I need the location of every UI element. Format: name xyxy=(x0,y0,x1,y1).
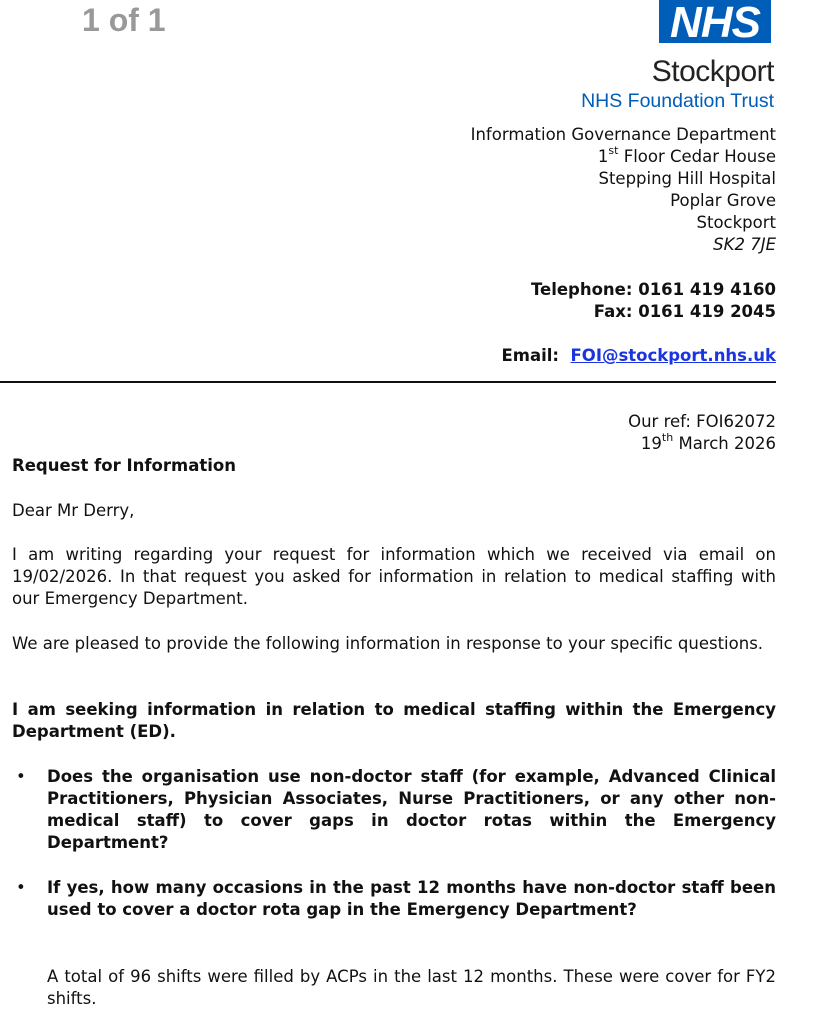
fax: Fax: 0161 419 2045 xyxy=(593,302,776,321)
question-bullet-2 xyxy=(12,877,776,921)
trust-foundation: NHS Foundation Trust xyxy=(581,90,774,112)
letter-date: 19th March 2026 xyxy=(640,430,776,453)
paragraph-request: I am writing regarding your request for information which we received via email on 19/02/2026. In that request you asked for information in relation to medical staffing with our Emergency Department. xyxy=(12,545,776,608)
contact-numbers xyxy=(531,279,776,323)
address-postcode: SK2 7JE xyxy=(713,235,776,254)
nhs-logo: NHS xyxy=(656,0,774,46)
reference-block xyxy=(628,411,776,455)
letter-heading: Request for Information xyxy=(12,456,236,475)
question-text: Does the organisation use non-doctor staff (for example, Advanced Clinical Practitioners, Physician Associates, Nurse Practitioners, or any other non-medical staff) to cover gaps in doctor rotas within the Emergency Department? xyxy=(47,767,776,852)
question-text: If yes, how many occasions in the past 12 months have non-doctor staff been used to cover a doctor rota gap in the Emergency Department? xyxy=(47,878,776,919)
email-label: Email: xyxy=(501,346,560,365)
header-divider xyxy=(0,381,776,383)
paragraph-response: We are pleased to provide the following information in response to your specific questions. xyxy=(12,634,764,653)
page-count-indicator: 1 of 1 xyxy=(82,2,166,38)
address-hospital: Stepping Hill Hospital xyxy=(598,169,776,188)
address-department: Information Governance Department xyxy=(470,125,776,144)
address-town: Stockport xyxy=(696,213,776,232)
trust-name xyxy=(581,56,774,113)
answer-text: A total of 96 shifts were filled by ACPs in the last 12 months. These were cover for FY2 shifts. xyxy=(47,967,776,1008)
our-ref: Our ref: FOI62072 xyxy=(628,412,776,431)
address-street: Poplar Grove xyxy=(670,191,776,210)
address-floor: 1st Floor Cedar House xyxy=(597,143,776,166)
trust-city: Stockport xyxy=(651,55,774,88)
email-line xyxy=(502,345,777,367)
bullet-icon: • xyxy=(16,767,26,786)
sender-address xyxy=(471,124,776,256)
bullet-icon: • xyxy=(16,878,26,897)
question-bullet-1 xyxy=(12,766,776,854)
seeking-statement: I am seeking information in relation to medical staffing within the Emergency Department (ED). xyxy=(12,700,776,741)
telephone: Telephone: 0161 419 4160 xyxy=(530,280,776,299)
email-link[interactable]: FOI@stockport.nhs.uk xyxy=(570,346,776,365)
salutation: Dear Mr Derry, xyxy=(12,501,135,520)
